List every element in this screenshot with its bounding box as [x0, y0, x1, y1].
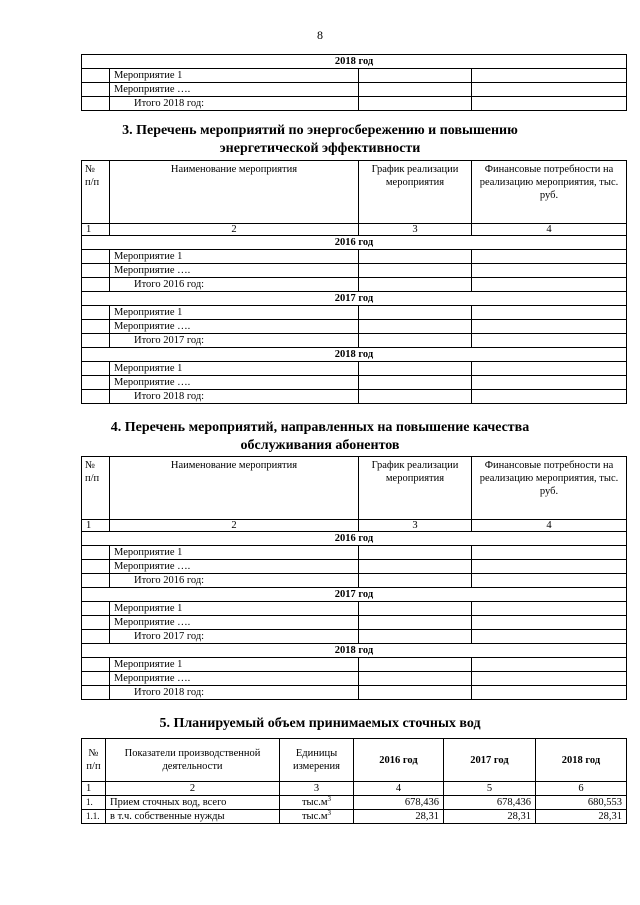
value-2018: 680,553 [536, 796, 627, 810]
index-cell: 4 [472, 224, 627, 236]
event-name: Мероприятие …. [110, 320, 359, 334]
header-event-name: Наименование мероприятия [110, 457, 359, 520]
unit-cell: $тыс.м^3$ [280, 796, 354, 810]
index-cell: 3 [359, 224, 472, 236]
event-name: Мероприятие …. [110, 376, 359, 390]
indicator-name: Прием сточных вод, всего [106, 796, 280, 810]
section5-title: 5. Планируемый объем принимаемых сточных вод [159, 716, 481, 731]
year-row: 2018 год [82, 55, 627, 69]
event-name: Мероприятие …. [110, 264, 359, 278]
year-row: 2016 год [82, 236, 627, 250]
header-year-2017: 2017 год [444, 739, 536, 782]
index-cell: 3 [359, 520, 472, 532]
total-label: Итого 2016 год: [110, 278, 359, 292]
index-cell: 1 [82, 224, 110, 236]
event-name: Мероприятие 1 [110, 546, 359, 560]
year-row: 2017 год [82, 292, 627, 306]
event-name: Мероприятие …. [110, 672, 359, 686]
index-cell: 4 [354, 782, 444, 796]
section4-title-line1: 4. Перечень мероприятий, направленных на повышение качества [110, 420, 530, 435]
value-2016: 678,436 [354, 796, 444, 810]
index-cell: 2 [110, 520, 359, 532]
table-row [82, 810, 627, 824]
index-cell: 4 [472, 520, 627, 532]
header-schedule: График реализации мероприятия [359, 161, 472, 224]
page-number: 8 [317, 28, 323, 42]
section3-title-line2: энергетической эффективности [219, 141, 421, 156]
total-label: Итого 2018 год: [110, 686, 359, 700]
header-finance: Финансовые потребности на реализацию мероприятия, тыс. руб. [472, 161, 627, 224]
top-fragment-table [81, 54, 627, 111]
header-number: № п/п [82, 739, 106, 782]
total-label: Итого 2018 год: [110, 390, 359, 404]
event-name: Мероприятие 1 [110, 362, 359, 376]
section4-table [81, 456, 627, 700]
header-year-2018: 2018 год [536, 739, 627, 782]
index-cell: 1 [82, 520, 110, 532]
total-label: Итого 2017 год: [110, 630, 359, 644]
table-row [82, 796, 627, 810]
value-2017: 28,31 [444, 810, 536, 824]
index-cell: 1 [82, 782, 106, 796]
event-name: Мероприятие 1 [110, 306, 359, 320]
header-finance: Финансовые потребности на реализацию мероприятия, тыс. руб. [472, 457, 627, 520]
section3-table [81, 160, 627, 404]
event-name: Мероприятие 1 [110, 658, 359, 672]
unit-cell: $тыс.м^3$ [280, 810, 354, 824]
index-cell: 5 [444, 782, 536, 796]
header-schedule: График реализации мероприятия [359, 457, 472, 520]
total-label: Итого 2018 год: [110, 97, 359, 111]
header-year-2016: 2016 год [354, 739, 444, 782]
year-row: 2018 год [82, 348, 627, 362]
year-row: 2016 год [82, 532, 627, 546]
indicator-name: в т.ч. собственные нужды [106, 810, 280, 824]
event-name: Мероприятие 1 [110, 250, 359, 264]
value-2016: 28,31 [354, 810, 444, 824]
total-label: Итого 2017 год: [110, 334, 359, 348]
section4-title-line2: обслуживания абонентов [240, 438, 400, 453]
total-label: Итого 2016 год: [110, 574, 359, 588]
event-name: Мероприятие 1 [110, 69, 359, 83]
header-indicator: Показатели производственной деятельности [106, 739, 280, 782]
row-number: 1. [82, 796, 106, 810]
header-unit: Единицы измерения [280, 739, 354, 782]
index-cell: 2 [106, 782, 280, 796]
event-name: Мероприятие …. [110, 616, 359, 630]
event-name: Мероприятие …. [110, 560, 359, 574]
header-number: № п/п [82, 457, 110, 520]
index-cell: 2 [110, 224, 359, 236]
row-number: 1.1. [82, 810, 106, 824]
event-name: Мероприятие 1 [110, 602, 359, 616]
value-2018: 28,31 [536, 810, 627, 824]
header-number: № п/п [82, 161, 110, 224]
section5-table [81, 738, 627, 824]
value-2017: 678,436 [444, 796, 536, 810]
section3-title-line1: 3. Перечень мероприятий по энергосбережению и повышению [122, 123, 518, 138]
year-row: 2018 год [82, 644, 627, 658]
index-cell: 3 [280, 782, 354, 796]
year-row: 2017 год [82, 588, 627, 602]
event-name: Мероприятие …. [110, 83, 359, 97]
header-event-name: Наименование мероприятия [110, 161, 359, 224]
index-cell: 6 [536, 782, 627, 796]
